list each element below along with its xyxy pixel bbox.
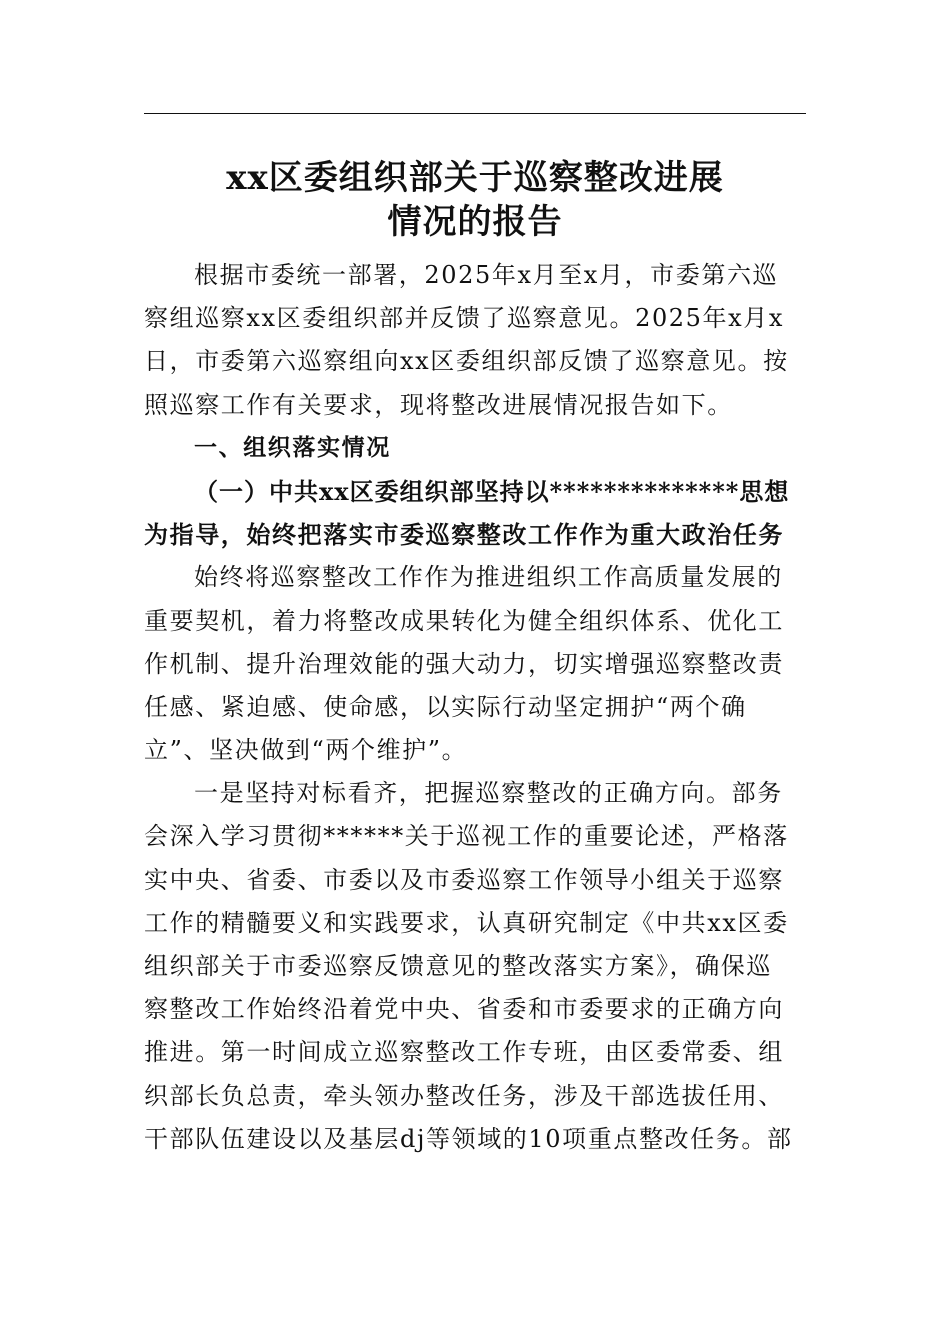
paragraph-line: 推进。第一时间成立巡察整改工作专班，由区委常委、组 bbox=[144, 1038, 784, 1067]
header-rule bbox=[144, 113, 806, 114]
paragraph-line: 一是坚持对标看齐，把握巡察整改的正确方向。部务 bbox=[194, 779, 783, 808]
paragraph-line: 任感、紧迫感、使命感，以实际行动坚定拥护“两个确 bbox=[144, 692, 747, 721]
paragraph-line: 根据市委统一部署，2025年x月至x月，市委第六巡 bbox=[194, 261, 779, 289]
paragraph-line: 始终将巡察整改工作作为推进组织工作高质量发展的 bbox=[194, 563, 783, 592]
subsection-heading-line: （一）中共xx区委组织部坚持以**************思想 bbox=[194, 476, 790, 506]
paragraph-line: 作机制、提升治理效能的强大动力，切实增强巡察整改责 bbox=[144, 649, 784, 678]
paragraph-line: 工作的精髓要义和实践要求，认真研究制定《中共xx区委 bbox=[144, 908, 789, 937]
document-body bbox=[144, 254, 806, 1161]
document-title-line-2: 情况的报告 bbox=[387, 202, 563, 242]
paragraph-line: 会深入学习贯彻******关于巡视工作的重要论述，严格落 bbox=[144, 822, 789, 851]
paragraph-line: 织部长负总责，牵头领办整改任务，涉及干部选拔任用、 bbox=[144, 1081, 784, 1110]
section-heading: 一、组织落实情况 bbox=[194, 434, 391, 461]
paragraph-line: 实中央、省委、市委以及市委巡察工作领导小组关于巡察 bbox=[144, 865, 784, 894]
paragraph-line: 干部队伍建设以及基层dj等领域的10项重点整改任务。部 bbox=[144, 1124, 793, 1153]
paragraph-line: 日，市委第六巡察组向xx区委组织部反馈了巡察意见。按 bbox=[144, 347, 789, 376]
paragraph-line: 立”、坚决做到“两个维护”。 bbox=[144, 736, 468, 765]
paragraph-line: 组织部关于市委巡察反馈意见的整改落实方案》，确保巡 bbox=[144, 952, 772, 980]
paragraph-line: 察组巡察xx区委组织部并反馈了巡察意见。2025年x月x bbox=[144, 304, 785, 333]
document-title-line-1: xx区委组织部关于巡察整改进展 bbox=[226, 158, 724, 198]
subsection-heading-line: 为指导，始终把落实市委巡察整改工作作为重大政治任务 bbox=[144, 520, 784, 550]
paragraph-line: 重要契机，着力将整改成果转化为健全组织体系、优化工 bbox=[144, 606, 784, 635]
paragraph-line: 照巡察工作有关要求，现将整改进展情况报告如下。 bbox=[144, 390, 733, 419]
paragraph-line: 察整改工作始终沿着党中央、省委和市委要求的正确方向 bbox=[144, 995, 784, 1024]
